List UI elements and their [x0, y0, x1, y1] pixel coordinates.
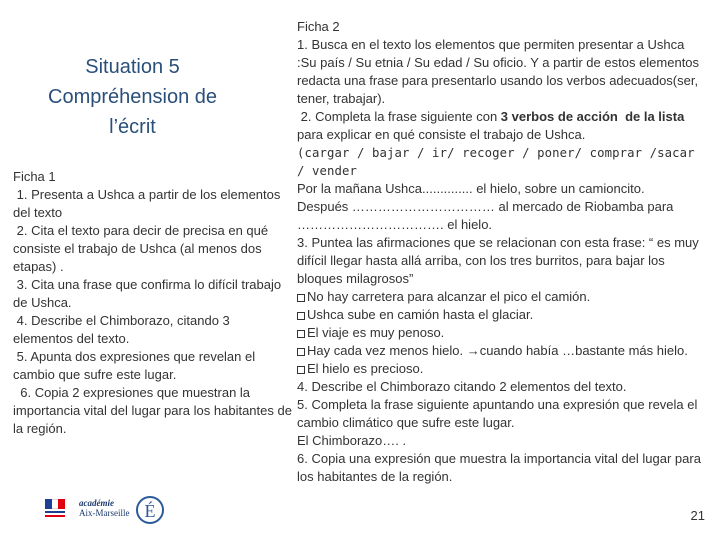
question-1: 1. Busca en el texto los elementos que permiten presentar a Ushca :Su país / Su etnia / Su edad / Su oficio. Y a partir de estos elementos redacta una frase para presentarlo usando los verbos adecuados(ser, tener, trabajar). — [297, 37, 700, 106]
checkbox-square-icon — [297, 366, 305, 374]
option-item — [297, 288, 707, 306]
ficha1-item: 1. Presenta a Ushca a partir de los elementos del texto — [13, 187, 285, 220]
option-label: El viaje es muy penoso. — [307, 325, 445, 340]
french-flag-icon — [45, 499, 65, 509]
academie-emblem-icon — [135, 489, 165, 527]
marianne-logo — [45, 499, 65, 517]
question-5: 5. Completa la frase siguiente apuntando una expresión que revela el cambio climático que sufre este lugar. — [297, 397, 698, 430]
question-6: 6. Copia una expresión que muestra la importancia vital del lugar para los habitantes de la región. — [297, 451, 701, 484]
logo-bar — [45, 488, 165, 528]
ficha1-item: 5. Apunta dos expresiones que revelan el cambio que sufre este lugar. — [13, 349, 259, 382]
ficha1-section — [13, 168, 296, 438]
option-item — [297, 342, 707, 360]
title-line: Situation 5 — [85, 56, 180, 78]
checkbox-square-icon — [297, 330, 305, 338]
option-label: Ushca sube en camión hasta el glaciar. — [307, 307, 534, 322]
right-column — [297, 18, 707, 486]
title-line: l’écrit — [109, 116, 156, 138]
ficha1-item: 4. Describe el Chimborazo, citando 3 elementos del texto. — [13, 313, 234, 346]
ficha2-heading: Ficha 2 — [297, 19, 340, 34]
ficha1-item: 2. Cita el texto para decir de precisa en qué consiste el trabajo de Ushca (al menos dos etapas) . — [13, 223, 272, 274]
question-2 — [297, 108, 707, 144]
question-3: 3. Puntea las afirmaciones que se relacionan con esta frase: “ es muy difícil llegar hasta allá arriba, con los tres burritos, para bajar los bloques milagrosos” — [297, 235, 699, 286]
option-label: El hielo es precioso. — [307, 361, 424, 376]
option-item — [297, 306, 707, 324]
page-number: 21 — [690, 508, 705, 523]
title-line: Compréhension de — [48, 86, 217, 108]
checkbox-square-icon — [297, 294, 305, 302]
checkbox-square-icon — [297, 348, 305, 356]
question-2-text: 2. Completa la frase siguiente con — [297, 109, 501, 124]
checkbox-square-icon — [297, 312, 305, 320]
question-2-bold: 3 verbos de acción de la lista — [500, 109, 685, 124]
ficha1-item: 6. Copia 2 expresiones que muestran la importancia vital del lugar para los habitantes de la región. — [13, 385, 296, 436]
ficha1-heading: Ficha 1 — [13, 169, 56, 184]
option-label: No hay carretera para alcanzar el pico el camión. — [307, 289, 591, 304]
option-item — [297, 360, 707, 378]
fill-sentence-1: Por la mañana Ushca.............. el hielo, sobre un camioncito. — [297, 181, 645, 196]
situation-title — [10, 52, 255, 142]
emblem-letter: É — [144, 501, 156, 521]
question-4: 4. Describe el Chimborazo citando 2 elementos del texto. — [297, 379, 627, 394]
fill-sentence-2: Después …………………………… al mercado de Riobamba para ……………………………. el hielo. — [297, 199, 674, 232]
question-2-text-end: para explicar en qué consiste el trabajo de Ushca. — [297, 109, 688, 142]
left-column — [10, 0, 296, 540]
option-item — [297, 324, 707, 342]
question-5-fill: El Chimborazo…. . — [297, 433, 407, 448]
ficha1-item: 3. Cita una frase que confirma lo difícil trabajo de Ushca. — [13, 277, 285, 310]
academie-logo-text: académie Aix-Marseille — [79, 498, 130, 518]
verb-list: (cargar / bajar / ir/ recoger / poner/ comprar /sacar / vender — [297, 146, 695, 178]
option-label: Hay cada vez menos hielo. →cuando había …bastante más hielo. — [307, 343, 688, 358]
